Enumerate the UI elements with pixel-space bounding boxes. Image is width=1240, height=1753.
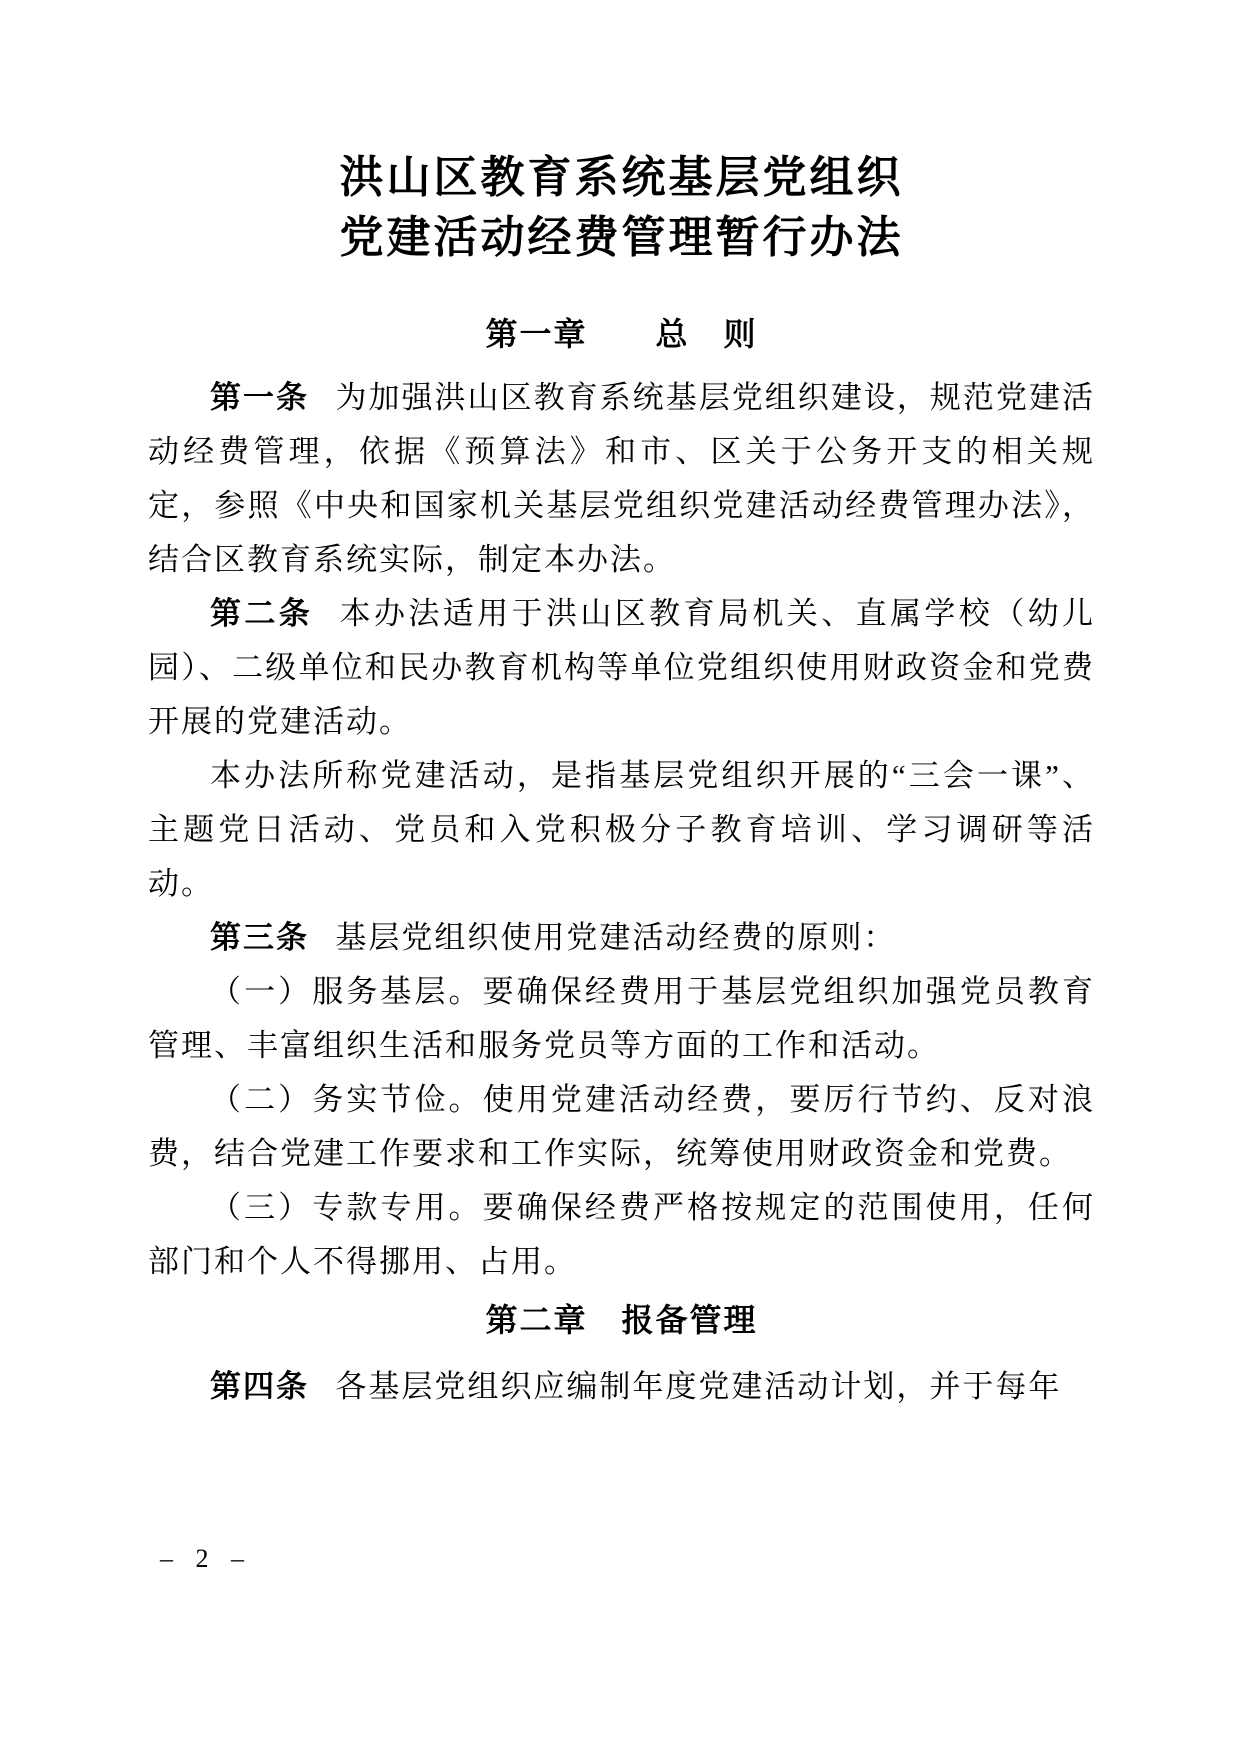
article-number: 第四条 (210, 1369, 309, 1405)
paragraph-text: 为加强洪山区教育系统基层党组织建设，规范党建活动经费管理，依据《预算法》和市、区关于公务开支的相关规定，参照《中央和国家机关基层党组织党建活动经费管理办法》，结合区教育系统实际，制定本办法。 (148, 380, 1096, 577)
page-number: – 2 – (160, 1544, 252, 1573)
paragraph-text: （三）专款专用。要确保经费严格按规定的范围使用，任何部门和个人不得挪用、占用。 (148, 1190, 1095, 1279)
body-paragraph (148, 371, 1095, 587)
paragraph-text: 本办法适用于洪山区教育局机关、直属学校（幼儿园）、二级单位和民办教育机构等单位党组织使用财政资金和党费开展的党建活动。 (148, 596, 1096, 739)
body-paragraph (148, 1360, 1095, 1414)
article-number: 第一条 (210, 380, 310, 416)
chapter-2-content (148, 1360, 1095, 1414)
document-title (148, 148, 1095, 268)
paragraph-text: （一）服务基层。要确保经费用于基层党组织加强党员教育管理、丰富组织生活和服务党员等方面的工作和活动。 (148, 974, 1095, 1063)
body-paragraph (148, 1181, 1095, 1289)
document-body (148, 148, 1095, 1414)
document-title-line1: 洪山区教育系统基层党组织 (339, 153, 904, 202)
body-paragraph (148, 587, 1095, 749)
body-paragraph (148, 1073, 1095, 1181)
body-paragraph (148, 749, 1095, 911)
body-paragraph (148, 911, 1095, 965)
document-title-line2: 党建活动经费管理暂行办法 (339, 213, 904, 262)
chapter-2-heading: 第二章 报备管理 (485, 1301, 758, 1339)
body-paragraph (148, 965, 1095, 1073)
paragraph-text: 本办法所称党建活动，是指基层党组织开展的“三会一课”、主题党日活动、党员和入党积极分子教育培训、学习调研等活动。 (148, 758, 1095, 901)
paragraph-text: 各基层党组织应编制年度党建活动计划，并于每年 (335, 1369, 1062, 1404)
article-number: 第三条 (210, 920, 309, 956)
article-number: 第二条 (210, 596, 314, 632)
chapter-1-heading: 第一章 总 则 (485, 315, 758, 353)
paragraph-text: （二）务实节俭。使用党建活动经费，要厉行节约、反对浪费，结合党建工作要求和工作实际，统筹使用财政资金和党费。 (148, 1082, 1095, 1171)
paragraph-text: 基层党组织使用党建活动经费的原则： (335, 920, 897, 955)
chapter-1-content (148, 371, 1095, 1289)
